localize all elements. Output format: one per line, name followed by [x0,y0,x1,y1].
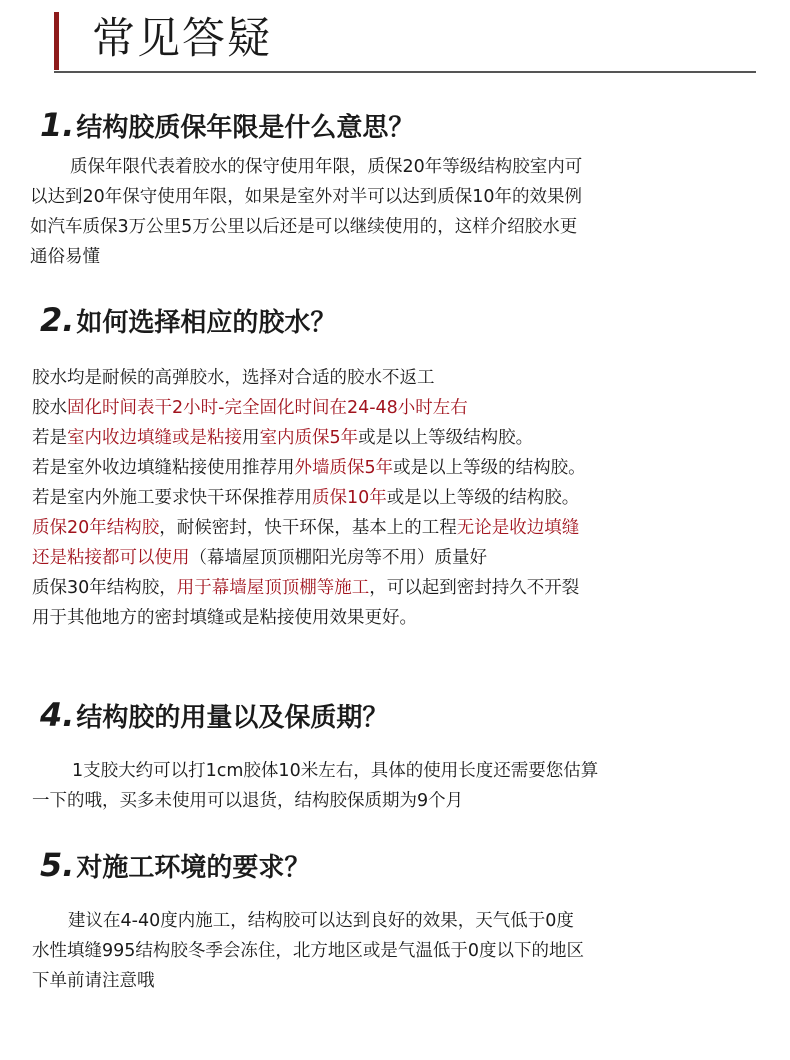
answer-line: 一下的哦，买多未使用可以退货，结构胶保质期为9个月 [32,791,464,811]
header-accent-bar [54,12,59,70]
highlight-text: 质保10年 [312,488,387,508]
answer-line: 以达到20年保守使用年限，如果是室外对半可以达到质保10年的效果例 [30,187,583,207]
answer-line [32,603,586,633]
question-title: 对施工环境的要求？ [76,853,311,883]
answer-line [32,423,586,453]
answer-text: ，耐候密封，快干环保，基本上的工程 [159,518,457,538]
answer-text: 胶水均是耐候的高弹胶水，选择对合适的胶水不返工 [32,368,435,388]
answer-text: 质保30年结构胶， [32,578,177,598]
question-title: 结构胶的用量以及保质期？ [76,703,389,733]
answer-text: 若是室外收边填缝粘接使用推荐用 [32,458,295,478]
question-title: 如何选择相应的胶水？ [76,308,337,338]
answer-line: 建议在4-40度内施工，结构胶可以达到良好的效果，天气低于0度 [68,911,574,931]
answer-line [32,543,586,573]
faq-answer-4-first-line [72,756,598,786]
faq-answer-1 [30,182,582,272]
question-title: 结构胶质保年限是什么意思？ [76,113,415,143]
answer-line [32,363,586,393]
answer-text: 或是以上等级的结构胶。 [393,458,586,478]
highlight-text: 固化时间表干2小时-完全固化时间在24-48小时左右 [67,398,468,418]
highlight-text: 质保20年结构胶 [32,518,160,538]
answer-line: 1支胶大约可以打1cm胶体10米左右，具体的使用长度还需要您估算 [72,761,599,781]
highlight-text: 外墙质保5年 [294,458,394,478]
answer-text: 或是以上等级结构胶。 [358,428,534,448]
highlight-text: 无论是收边填缝 [456,518,580,538]
answer-line: 下单前请注意哦 [32,971,155,991]
answer-text: 若是室内外施工要求快干环保推荐用 [32,488,312,508]
answer-text: 胶水 [32,398,67,418]
answer-line: 水性填缝995结构胶冬季会冻住，北方地区或是气温低于0度以下的地区 [32,941,585,961]
answer-line: 质保年限代表着胶水的保守使用年限，质保20年等级结构胶室内可 [70,157,583,177]
answer-line [32,453,586,483]
answer-line [32,393,586,423]
faq-answer-5-first-line [68,906,574,936]
page-title: 常见答疑 [92,14,272,64]
answer-line [32,573,586,603]
answer-line: 通俗易懂 [30,247,100,267]
faq-answer-1-first-line [70,152,582,182]
faq-question-1 [40,108,414,145]
answer-text: 若是 [32,428,67,448]
answer-line [32,513,586,543]
faq-question-5 [40,848,310,885]
answer-text: ，可以起到密封持久不开裂 [369,578,580,598]
answer-line [32,483,586,513]
highlight-text: 室内收边填缝或是粘接 [67,428,242,448]
faq-answer-5 [32,936,584,996]
answer-text: 用 [242,428,260,448]
question-number: 2. [40,301,75,339]
highlight-text: 还是粘接都可以使用 [32,548,190,568]
question-number: 4. [40,696,75,734]
answer-line: 如汽车质保3万公里5万公里以后还是可以继续使用的，这样介绍胶水更 [30,217,578,237]
faq-answer-2 [32,363,586,633]
answer-text: 或是以上等级的结构胶。 [386,488,580,508]
highlight-text: 用于幕墙屋顶顶棚等施工 [176,578,370,598]
question-number: 1. [40,106,75,144]
question-number: 5. [40,846,75,884]
highlight-text: 室内质保5年 [259,428,359,448]
faq-answer-4 [32,786,463,816]
answer-text: 用于其他地方的密封填缝或是粘接使用效果更好。 [32,608,417,628]
page-header [0,0,790,80]
faq-question-4 [40,698,388,735]
header-divider [54,71,756,73]
faq-question-2 [40,303,336,340]
answer-text: （幕墙屋顶顶棚阳光房等不用）质量好 [189,548,487,568]
